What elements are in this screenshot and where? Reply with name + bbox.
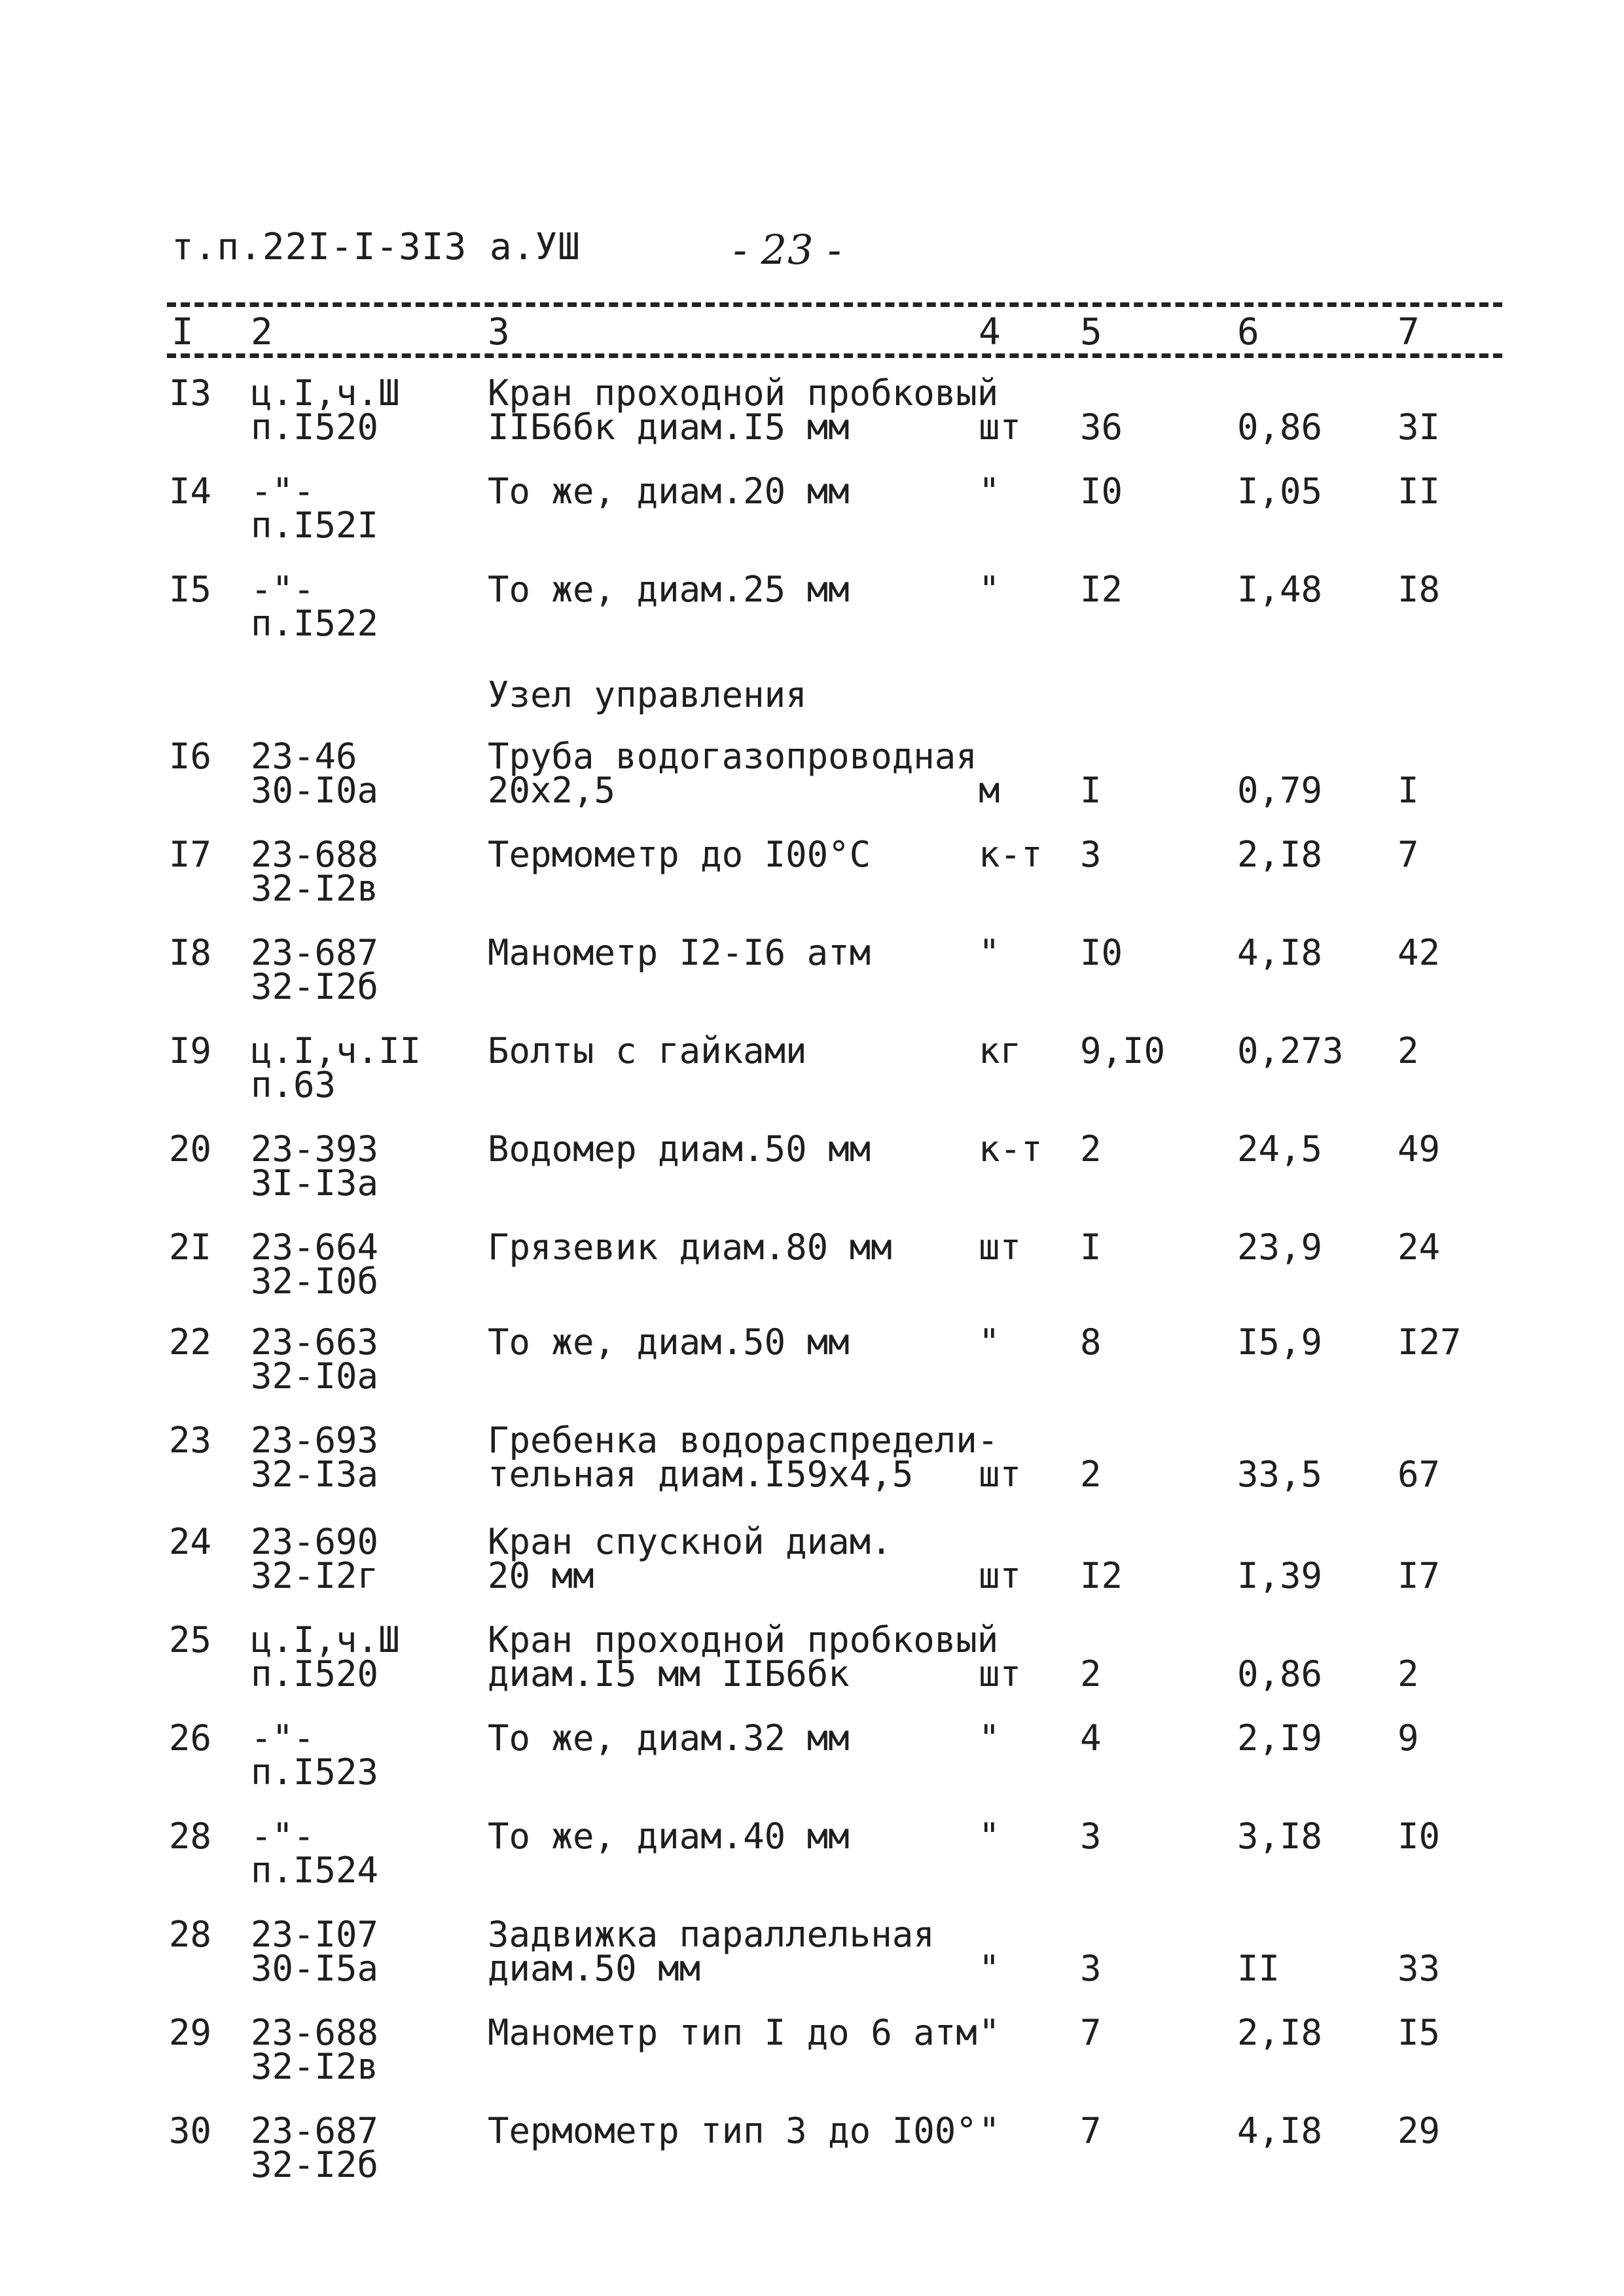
row-number: 28 <box>169 1914 212 1955</box>
row-total: 67 <box>1398 1454 1441 1495</box>
row-unit: " <box>979 1717 1000 1759</box>
row-total: I5 <box>1398 2012 1441 2053</box>
row-number: 25 <box>169 1619 212 1660</box>
row-total: I27 <box>1398 1321 1462 1363</box>
page-number: - 23 - <box>733 226 842 274</box>
row-total: 29 <box>1398 2110 1441 2151</box>
row-name: Грязевик диам.80 мм <box>488 1227 892 1268</box>
row-unit: шт <box>979 1227 1022 1268</box>
row-number: 24 <box>169 1521 212 1562</box>
row-name: Труба водогазопроводная 20х2,5 <box>488 736 977 811</box>
row-total: 2 <box>1398 1030 1419 1071</box>
row-reference: 23-690 32-I2г <box>251 1521 379 1596</box>
row-quantity: 2 <box>1080 1128 1102 1170</box>
row-total: 49 <box>1398 1128 1441 1170</box>
row-unit-weight: 2,I9 <box>1237 1717 1323 1759</box>
row-number: 29 <box>169 2012 212 2053</box>
row-reference: 23-393 3I-I3а <box>251 1128 379 1204</box>
row-unit: кг <box>979 1030 1022 1071</box>
header-rule-top <box>167 302 1502 307</box>
row-quantity: I0 <box>1080 932 1123 973</box>
row-total: 33 <box>1398 1948 1441 1989</box>
row-unit: шт <box>979 1653 1022 1695</box>
row-unit-weight: 23,9 <box>1237 1227 1323 1268</box>
row-name: Кран проходной пробковый IIБ6бк диам.I5 мм <box>488 372 999 448</box>
header-rule-bottom <box>167 353 1502 358</box>
row-name: То же, диам.32 мм <box>488 1717 850 1759</box>
row-number: 28 <box>169 1816 212 1857</box>
row-quantity: I <box>1080 770 1102 811</box>
row-reference: 23-688 32-I2в <box>251 2012 379 2087</box>
row-name: Кран спускной диам. 20 мм <box>488 1521 892 1596</box>
row-unit: к-т <box>979 834 1043 875</box>
document-code: т.п.22I-I-3I3 а.УШ <box>171 226 581 268</box>
row-name: Гребенка водораспредели- тельная диам.I59х4,5 <box>488 1420 999 1495</box>
column-number-1: I <box>171 311 194 353</box>
row-reference: 23-687 32-I2б <box>251 932 379 1007</box>
row-unit: " <box>979 932 1000 973</box>
row-quantity: 2 <box>1080 1454 1102 1495</box>
row-quantity: 9,I0 <box>1080 1030 1166 1071</box>
row-unit-weight: 33,5 <box>1237 1454 1323 1495</box>
row-unit: " <box>979 569 1000 610</box>
column-number-7: 7 <box>1398 311 1420 353</box>
section-title: Узел управления <box>488 674 807 715</box>
row-reference: ц.I,ч.II п.63 <box>251 1030 422 1105</box>
row-number: I8 <box>169 932 212 973</box>
row-unit-weight: I,05 <box>1237 471 1323 512</box>
row-total: 9 <box>1398 1717 1419 1759</box>
row-reference: -"- п.I522 <box>251 569 379 644</box>
row-unit-weight: 4,I8 <box>1237 2110 1323 2151</box>
row-unit-weight: 0,273 <box>1237 1030 1344 1071</box>
row-reference: 23-688 32-I2в <box>251 834 379 909</box>
row-unit-weight: 3,I8 <box>1237 1816 1323 1857</box>
row-name: Манометр I2-I6 атм <box>488 932 871 973</box>
row-quantity: 36 <box>1080 406 1123 448</box>
row-unit-weight: 24,5 <box>1237 1128 1323 1170</box>
row-reference: 23-664 32-I0б <box>251 1227 379 1302</box>
row-reference: 23-I07 30-I5а <box>251 1914 379 1989</box>
row-unit: " <box>979 1321 1000 1363</box>
row-total: 2 <box>1398 1653 1419 1695</box>
row-number: 23 <box>169 1420 212 1461</box>
row-number: 22 <box>169 1321 212 1363</box>
row-quantity: 4 <box>1080 1717 1102 1759</box>
column-number-5: 5 <box>1080 311 1102 353</box>
row-unit-weight: II <box>1237 1948 1280 1989</box>
row-unit: к-т <box>979 1128 1043 1170</box>
row-quantity: 8 <box>1080 1321 1102 1363</box>
row-name: Термометр до I00°С <box>488 834 871 875</box>
row-reference: 23-693 32-I3а <box>251 1420 379 1495</box>
row-total: I8 <box>1398 569 1441 610</box>
row-total: I <box>1398 770 1419 811</box>
row-reference: ц.I,ч.Ш п.I520 <box>251 1619 400 1695</box>
row-quantity: I2 <box>1080 569 1123 610</box>
row-unit: шт <box>979 406 1022 448</box>
row-quantity: I2 <box>1080 1555 1123 1596</box>
row-quantity: I0 <box>1080 471 1123 512</box>
row-quantity: 3 <box>1080 1948 1102 1989</box>
row-name: Задвижка параллельная диам.50 мм <box>488 1914 935 1989</box>
column-number-4: 4 <box>979 311 1001 353</box>
row-quantity: 3 <box>1080 1816 1102 1857</box>
row-name: Водомер диам.50 мм <box>488 1128 871 1170</box>
row-total: 42 <box>1398 932 1441 973</box>
row-name: То же, диам.50 мм <box>488 1321 850 1363</box>
row-unit-weight: I5,9 <box>1237 1321 1323 1363</box>
row-number: 20 <box>169 1128 212 1170</box>
row-reference: 23-687 32-I2б <box>251 2110 379 2185</box>
row-number: I5 <box>169 569 212 610</box>
row-name: То же, диам.20 мм <box>488 471 850 512</box>
row-unit-weight: 4,I8 <box>1237 932 1323 973</box>
row-total: I7 <box>1398 1555 1441 1596</box>
row-quantity: 7 <box>1080 2012 1102 2053</box>
row-total: 24 <box>1398 1227 1441 1268</box>
row-quantity: I <box>1080 1227 1102 1268</box>
row-unit-weight: I,39 <box>1237 1555 1323 1596</box>
row-name: Кран проходной пробковый диам.I5 мм IIБ6бк <box>488 1619 999 1695</box>
row-number: I3 <box>169 372 212 414</box>
row-number: I4 <box>169 471 212 512</box>
row-number: 26 <box>169 1717 212 1759</box>
row-name: Термометр тип 3 до I00° <box>488 2110 977 2151</box>
row-unit-weight: 0,86 <box>1237 406 1323 448</box>
row-number: I6 <box>169 736 212 777</box>
column-number-2: 2 <box>251 311 273 353</box>
row-total: II <box>1398 471 1441 512</box>
row-name: Манометр тип I до 6 атм <box>488 2012 977 2053</box>
row-unit: " <box>979 1816 1000 1857</box>
row-unit-weight: 0,79 <box>1237 770 1323 811</box>
row-name: Болты с гайками <box>488 1030 807 1071</box>
row-unit: " <box>979 2012 1000 2053</box>
row-quantity: 3 <box>1080 834 1102 875</box>
row-number: 2I <box>169 1227 212 1268</box>
row-reference: -"- п.I523 <box>251 1717 379 1793</box>
row-reference: -"- п.I52I <box>251 471 379 546</box>
column-number-6: 6 <box>1237 311 1259 353</box>
row-unit: " <box>979 471 1000 512</box>
row-number: I7 <box>169 834 212 875</box>
row-total: I0 <box>1398 1816 1441 1857</box>
row-unit: шт <box>979 1454 1022 1495</box>
row-unit: шт <box>979 1555 1022 1596</box>
row-unit-weight: I,48 <box>1237 569 1323 610</box>
row-unit: м <box>979 770 1000 811</box>
row-name: То же, диам.25 мм <box>488 569 850 610</box>
row-total: 7 <box>1398 834 1419 875</box>
row-unit-weight: 0,86 <box>1237 1653 1323 1695</box>
row-reference: -"- п.I524 <box>251 1816 379 1891</box>
row-reference: ц.I,ч.Ш п.I520 <box>251 372 400 448</box>
row-reference: 23-663 32-I0а <box>251 1321 379 1397</box>
row-total: 3I <box>1398 406 1441 448</box>
row-quantity: 2 <box>1080 1653 1102 1695</box>
row-reference: 23-46 30-I0а <box>251 736 379 811</box>
row-number: I9 <box>169 1030 212 1071</box>
row-name: То же, диам.40 мм <box>488 1816 850 1857</box>
column-number-3: 3 <box>488 311 510 353</box>
row-unit-weight: 2,I8 <box>1237 2012 1323 2053</box>
row-unit: " <box>979 2110 1000 2151</box>
row-unit-weight: 2,I8 <box>1237 834 1323 875</box>
row-unit: " <box>979 1948 1000 1989</box>
row-quantity: 7 <box>1080 2110 1102 2151</box>
row-number: 30 <box>169 2110 212 2151</box>
